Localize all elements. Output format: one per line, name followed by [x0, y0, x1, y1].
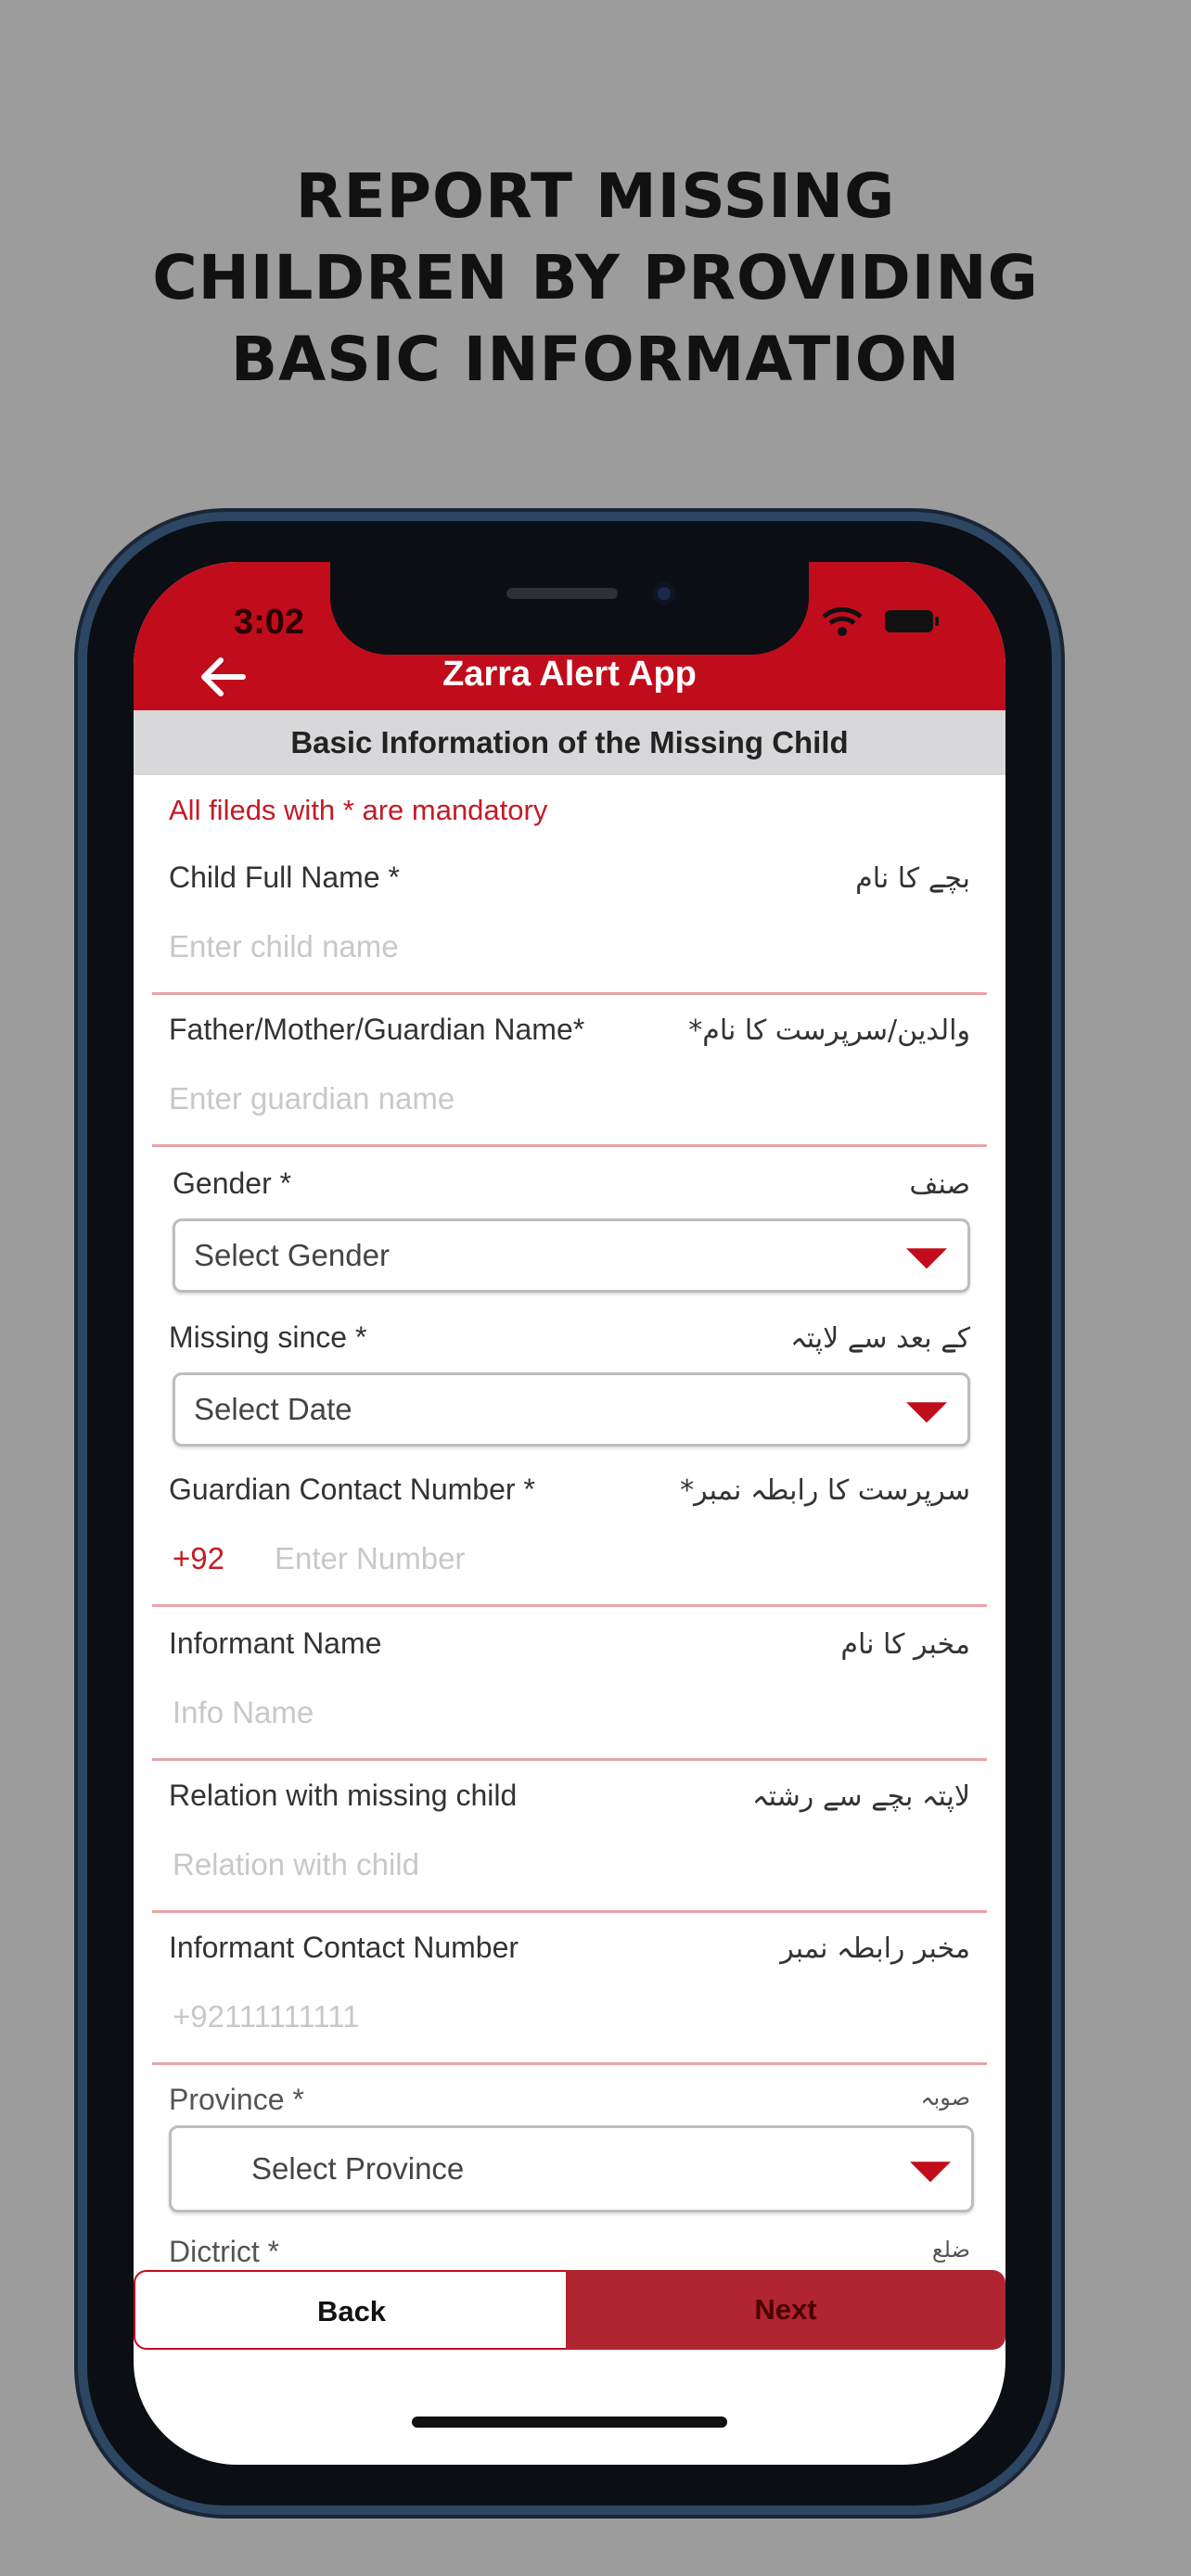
mandatory-note: All fileds with * are mandatory — [169, 794, 548, 826]
headline-line-1: REPORT MISSING — [295, 160, 896, 232]
back-button[interactable]: Back — [134, 2270, 570, 2350]
chevron-down-icon — [910, 2162, 951, 2182]
guardian-name-urdu-label: والدین/سرپرست کا نام* — [688, 1014, 970, 1047]
phone-screen — [134, 562, 1005, 2465]
informant-contact-input[interactable]: +92111111111 — [173, 1999, 360, 2034]
district-label: Dictrict * — [169, 2235, 280, 2268]
child-name-underline — [152, 992, 987, 995]
guardian-name-underline — [152, 1144, 987, 1147]
missing-since-urdu-label: کے بعد سے لاپتہ — [790, 1322, 970, 1355]
province-select[interactable] — [169, 2125, 974, 2213]
guardian-contact-input[interactable]: Enter Number — [275, 1541, 466, 1575]
guardian-contact-underline — [152, 1604, 987, 1607]
child-name-input[interactable]: Enter child name — [169, 929, 399, 963]
informant-contact-urdu-label: مخبر رابطہ نمبر — [780, 1932, 970, 1965]
informant-name-input[interactable]: Info Name — [173, 1695, 314, 1729]
country-code-prefix: +92 — [173, 1541, 224, 1575]
wifi-icon — [822, 606, 863, 636]
status-icons — [822, 606, 933, 636]
province-select-value: Select Province — [251, 2151, 465, 2186]
guardian-contact-label: Guardian Contact Number * — [169, 1473, 535, 1506]
missing-since-label: Missing since * — [169, 1320, 367, 1354]
province-label: Province * — [169, 2083, 304, 2116]
guardian-name-input[interactable]: Enter guardian name — [169, 1081, 455, 1116]
informant-name-underline — [152, 1758, 987, 1761]
speaker — [506, 588, 618, 599]
child-name-urdu-label: بچے کا نام — [855, 862, 970, 895]
app-title: Zarra Alert App — [442, 655, 697, 694]
phone-frame — [87, 521, 1052, 2506]
status-time: 3:02 — [234, 603, 305, 642]
guardian-contact-urdu-label: سرپرست کا رابطہ نمبر* — [680, 1474, 970, 1507]
missing-date-value: Select Date — [194, 1392, 352, 1426]
informant-name-urdu-label: مخبر کا نام — [840, 1628, 970, 1661]
relation-underline — [152, 1910, 987, 1913]
bottom-action-bar — [134, 2270, 1005, 2353]
camera — [653, 582, 675, 605]
promo-headline — [0, 156, 1191, 401]
gender-urdu-label: صنف — [909, 1168, 970, 1201]
informant-name-label: Informant Name — [169, 1626, 382, 1660]
headline-line-3: BASIC INFORMATION — [230, 324, 961, 395]
guardian-name-label: Father/Mother/Guardian Name* — [169, 1013, 585, 1046]
district-urdu-label: ضلع — [931, 2237, 970, 2263]
missing-date-select[interactable] — [173, 1372, 970, 1447]
informant-contact-underline — [152, 2062, 987, 2065]
battery-icon — [885, 610, 933, 632]
next-button[interactable]: Next — [566, 2270, 1005, 2350]
child-name-label: Child Full Name * — [169, 861, 400, 894]
notch — [330, 562, 809, 655]
relation-input[interactable]: Relation with child — [173, 1847, 419, 1881]
chevron-down-icon — [906, 1248, 947, 1269]
section-title: Basic Information of the Missing Child — [134, 710, 1005, 775]
chevron-down-icon — [906, 1402, 947, 1422]
relation-label: Relation with missing child — [169, 1779, 518, 1812]
gender-label: Gender * — [173, 1167, 292, 1200]
province-urdu-label: صوبہ — [920, 2085, 970, 2111]
informant-contact-label: Informant Contact Number — [169, 1931, 519, 1964]
gender-select[interactable] — [173, 1218, 970, 1293]
gender-select-value: Select Gender — [194, 1238, 390, 1272]
headline-line-2: CHILDREN BY PROVIDING — [152, 242, 1039, 313]
relation-urdu-label: لاپتہ بچے سے رشتہ — [752, 1780, 970, 1813]
home-indicator — [412, 2417, 727, 2428]
